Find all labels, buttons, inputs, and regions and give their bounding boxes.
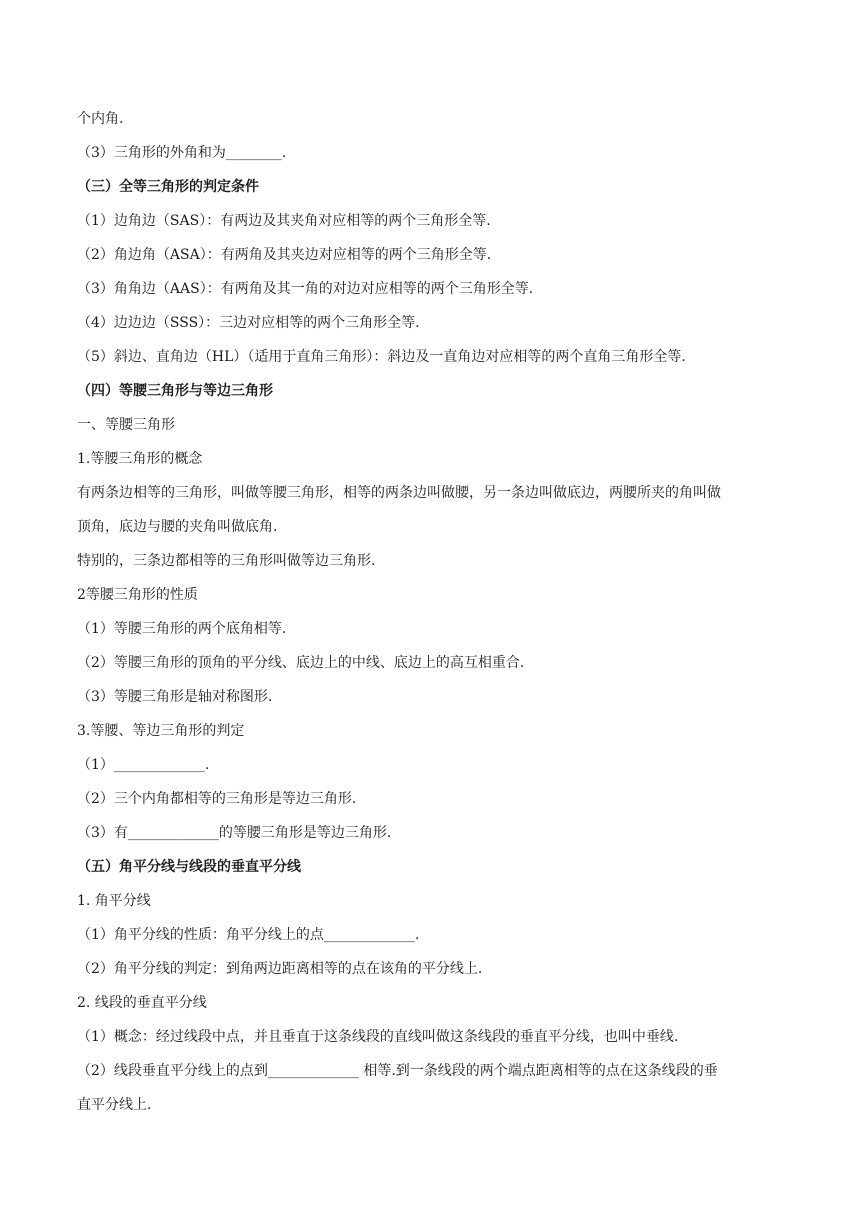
- text-line: 顶角，底边与腰的夹角叫做底角.: [77, 519, 278, 535]
- section-heading: （五）角平分线与线段的垂直平分线: [77, 859, 301, 875]
- text-line: （2）三个内角都相等的三角形是等边三角形.: [77, 791, 357, 807]
- text-line: （4）边边边（SSS）：三边对应相等的两个三角形全等.: [77, 315, 420, 331]
- section-heading: （三）全等三角形的判定条件: [77, 179, 259, 195]
- text-line: （1）角平分线的性质：角平分线上的点_____________.: [77, 927, 420, 943]
- text-line: （2）角平分线的判定：到角两边距离相等的点在该角的平分线上.: [77, 961, 483, 977]
- text-line: （1）等腰三角形的两个底角相等.: [77, 621, 287, 637]
- text-line: 有两条边相等的三角形，叫做等腰三角形，相等的两条边叫做腰，另一条边叫做底边，两腰所夹的角叫做: [77, 485, 721, 501]
- text-line: 1. 角平分线: [77, 893, 151, 909]
- text-line: 一、等腰三角形: [77, 417, 175, 433]
- text-line: （1）_____________.: [77, 757, 210, 773]
- text-line: 直平分线上.: [77, 1097, 152, 1113]
- text-line: （3）角角边（AAS）：有两角及其一角的对边对应相等的两个三角形全等.: [77, 281, 534, 297]
- text-line: 2等腰三角形的性质: [77, 587, 198, 603]
- text-line: （1）边角边（SAS）：有两边及其夹角对应相等的两个三角形全等.: [77, 213, 491, 229]
- text-line: （3）三角形的外角和为________.: [77, 145, 287, 161]
- text-line: 1.等腰三角形的概念: [77, 451, 203, 467]
- text-line: （2）角边角（ASA）：有两角及其夹边对应相等的两个三角形全等.: [77, 247, 492, 263]
- text-line: （5）斜边、直角边（HL）（适用于直角三角形）：斜边及一直角边对应相等的两个直角三角形全等.: [77, 349, 686, 365]
- text-line: 特别的，三条边都相等的三角形叫做等边三角形.: [77, 553, 376, 569]
- text-line: （3）等腰三角形是轴对称图形.: [77, 689, 273, 705]
- text-line: （1）概念：经过线段中点，并且垂直于这条线段的直线叫做这条线段的垂直平分线，也叫中垂线.: [77, 1029, 679, 1045]
- text-line: （2）线段垂直平分线上的点到_____________ 相等.到一条线段的两个端点距离相等的点在这条线段的垂: [77, 1063, 718, 1079]
- text-line: 3.等腰、等边三角形的判定: [77, 723, 245, 739]
- text-line: 2. 线段的垂直平分线: [77, 995, 207, 1011]
- text-line: 个内角.: [77, 111, 124, 127]
- text-line: （2）等腰三角形的顶角的平分线、底边上的中线、底边上的高互相重合.: [77, 655, 525, 671]
- text-line: （3）有_____________的等腰三角形是等边三角形.: [77, 825, 392, 841]
- section-heading: （四）等腰三角形与等边三角形: [77, 383, 273, 399]
